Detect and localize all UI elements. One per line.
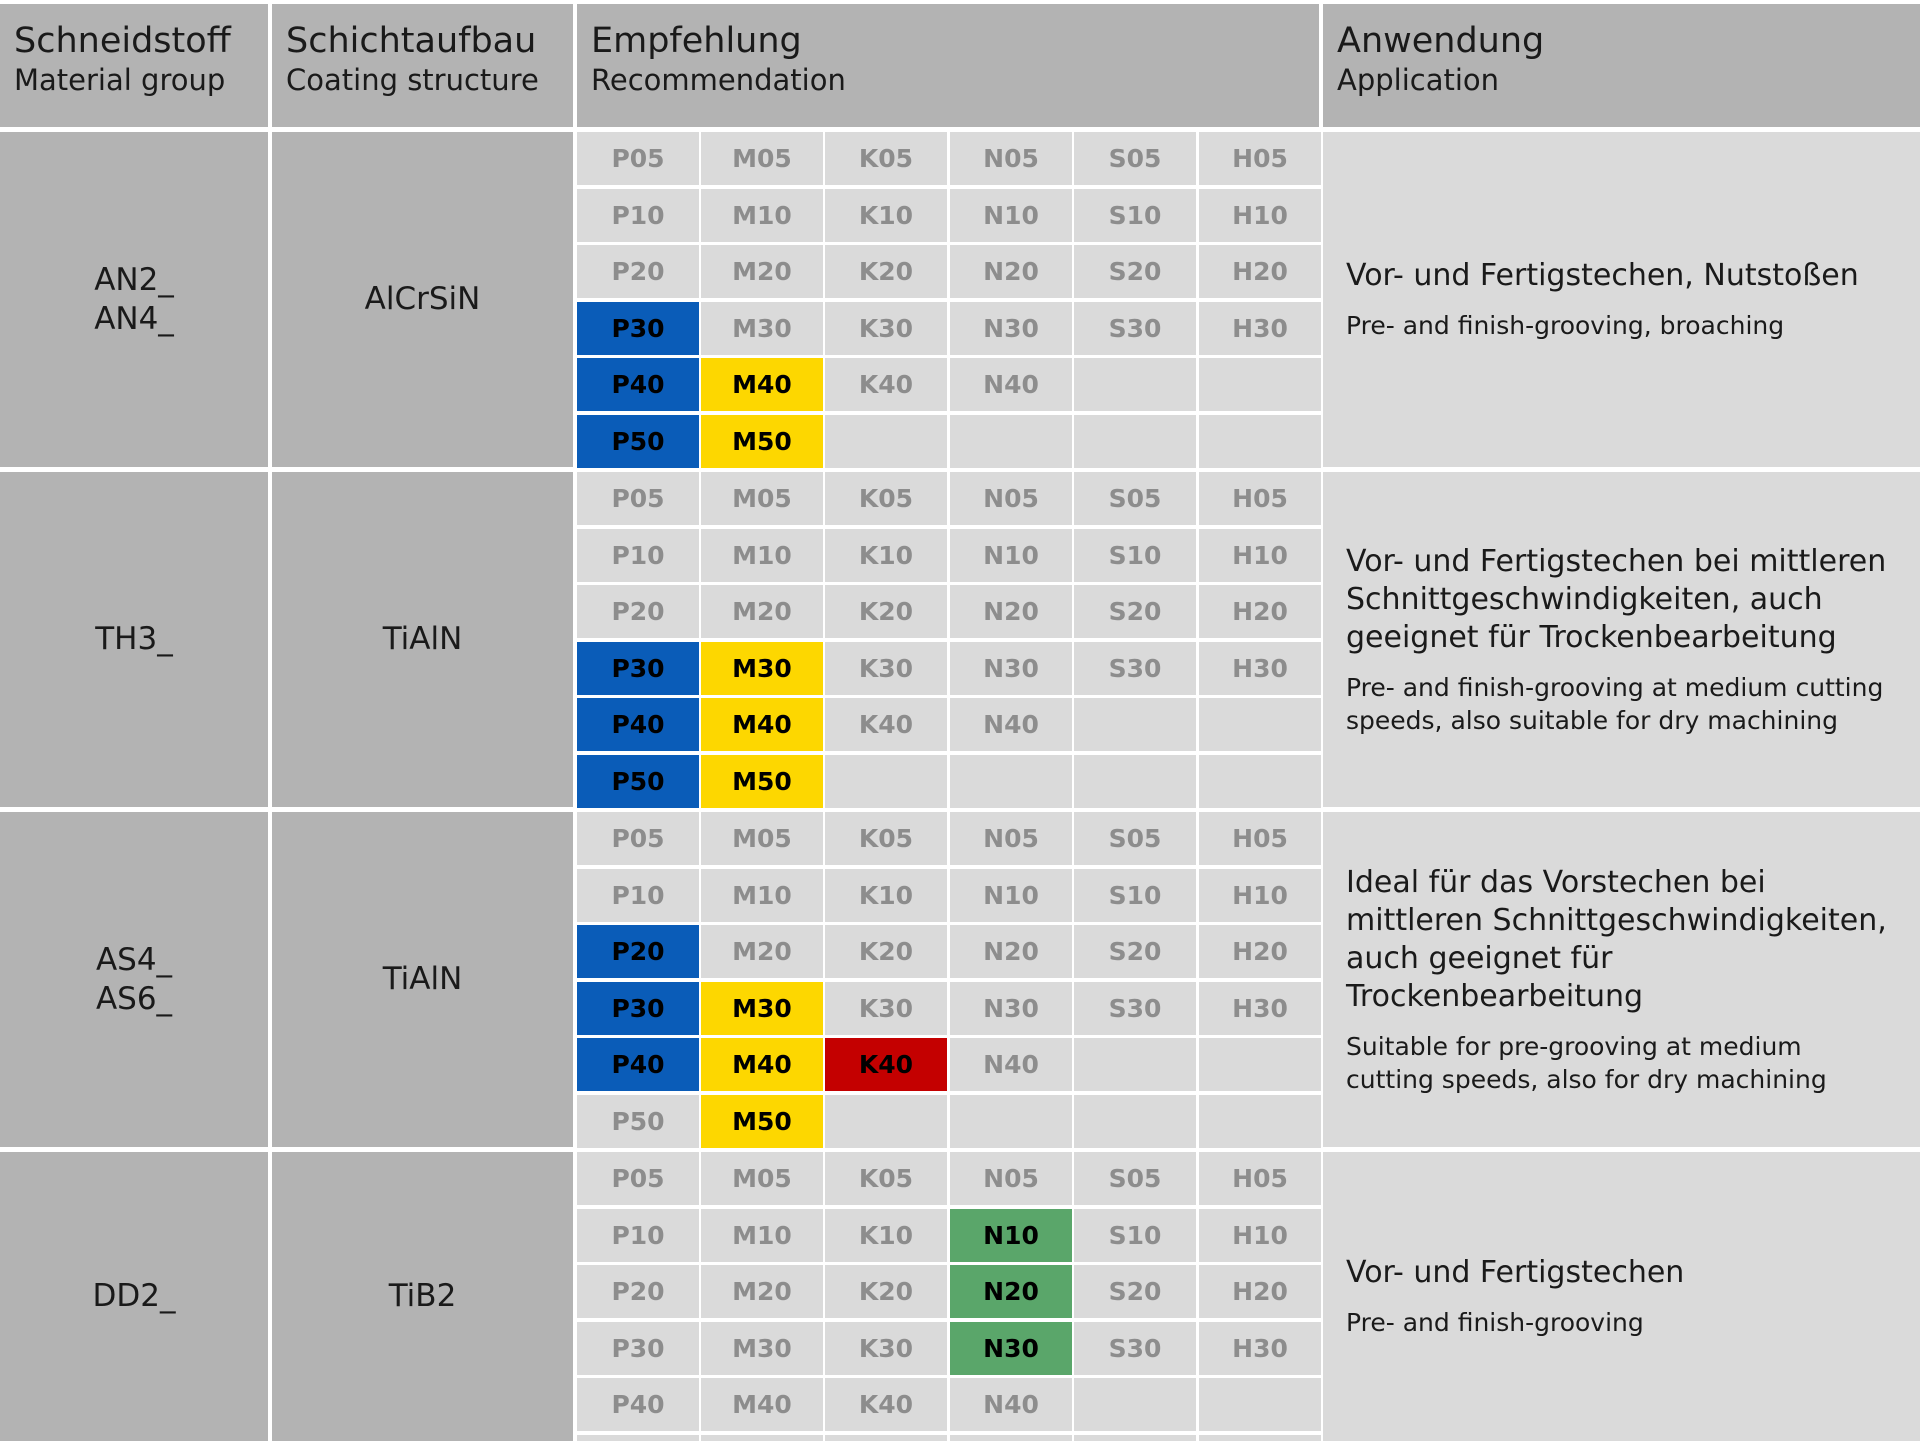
coating-structure-cell [272, 472, 573, 807]
grade-cell: H05 [1199, 472, 1321, 525]
header-recommendation-de: Empfehlung [591, 21, 802, 61]
empty-grade-cell [1199, 1095, 1321, 1148]
grade-cell: K05 [825, 472, 947, 525]
grade-cell: N10 [950, 189, 1072, 242]
grade-cell: P05 [577, 1152, 699, 1205]
coating-structure-cell [272, 1152, 573, 1441]
grade-cell: S20 [1074, 245, 1196, 298]
grade-cell: K30 [825, 642, 947, 695]
grade-cell: P10 [577, 529, 699, 582]
empty-grade-cell [1074, 698, 1196, 751]
grade-cell: K05 [825, 1152, 947, 1205]
grade-cell: M20 [701, 585, 823, 638]
grade-cell: S30 [1074, 982, 1196, 1035]
material-group-names [96, 941, 172, 1019]
grade-cell: N30 [950, 982, 1072, 1035]
material-group-names [95, 620, 172, 659]
empty-grade-cell [577, 1435, 699, 1441]
grade-cell: K05 [825, 132, 947, 185]
header-application [1323, 4, 1920, 127]
grade-cell: N20 [950, 925, 1072, 978]
grade-cell: P40 [577, 1038, 699, 1091]
grade-cell: M30 [701, 1322, 823, 1375]
grade-cell: M30 [701, 302, 823, 355]
empty-grade-cell [1074, 755, 1196, 808]
coating-structure-cell [272, 132, 573, 467]
grade-cell: S05 [1074, 1152, 1196, 1205]
grade-cell: H20 [1199, 245, 1321, 298]
grade-cell: H20 [1199, 585, 1321, 638]
coating-name: TiAlN [382, 961, 463, 997]
grade-cell: H30 [1199, 642, 1321, 695]
application-cell [1323, 132, 1920, 467]
grade-cell: S10 [1074, 1209, 1196, 1262]
grade-cell: S20 [1074, 585, 1196, 638]
grade-cell: K20 [825, 925, 947, 978]
grade-cell: H10 [1199, 869, 1321, 922]
grade-cell: S20 [1074, 925, 1196, 978]
application-text-de: Vor- und Fertigstechen bei mittleren Schnittgeschwindigkeiten, auch geeignet für Trockenbearbeitung [1346, 543, 1887, 655]
application-cell [1323, 1152, 1920, 1441]
grade-cell: M10 [701, 189, 823, 242]
header-material-group [0, 4, 268, 127]
grade-cell: H10 [1199, 189, 1321, 242]
grade-cell: N20 [950, 245, 1072, 298]
grade-cell: N05 [950, 1152, 1072, 1205]
grade-cell: K20 [825, 585, 947, 638]
grade-cell: N30 [950, 642, 1072, 695]
material-group-cell [0, 1152, 268, 1441]
empty-grade-cell [1074, 1095, 1196, 1148]
grade-cell: M50 [701, 415, 823, 468]
grade-cell: N05 [950, 472, 1072, 525]
grade-cell: K20 [825, 245, 947, 298]
application-text-en: Pre- and finish-grooving, broaching [1346, 311, 1785, 340]
application-text-en: Pre- and finish-grooving at medium cutting speeds, also suitable for dry machining [1346, 672, 1884, 735]
grade-cell: M05 [701, 132, 823, 185]
grade-cell: M50 [701, 755, 823, 808]
grade-cell: N40 [950, 1038, 1072, 1091]
header-coating-de: Schichtaufbau [286, 21, 537, 61]
grade-cell: P20 [577, 245, 699, 298]
grade-cell: K10 [825, 869, 947, 922]
grade-cell: M40 [701, 1038, 823, 1091]
material-group-name: TH3_ [95, 621, 173, 657]
header-recommendation-en: Recommendation [591, 63, 846, 97]
grade-cell: K10 [825, 529, 947, 582]
grade-cell: S05 [1074, 812, 1196, 865]
empty-grade-cell [1199, 358, 1321, 411]
grade-cell: P40 [577, 358, 699, 411]
grade-cell: H20 [1199, 925, 1321, 978]
grade-cell: N10 [950, 529, 1072, 582]
empty-grade-cell [1199, 1038, 1321, 1091]
grade-cell: N10 [950, 1209, 1072, 1262]
grade-cell: M40 [701, 1378, 823, 1431]
header-application-en: Application [1337, 63, 1500, 97]
grade-cell: S30 [1074, 1322, 1196, 1375]
grade-cell: P05 [577, 812, 699, 865]
grade-cell: H30 [1199, 982, 1321, 1035]
grade-cell: H30 [1199, 302, 1321, 355]
grade-cell: M40 [701, 698, 823, 751]
grade-cell: M05 [701, 812, 823, 865]
grade-cell: H05 [1199, 1152, 1321, 1205]
empty-grade-cell [1199, 755, 1321, 808]
header-coating-en: Coating structure [286, 63, 539, 97]
grade-cell: N40 [950, 358, 1072, 411]
grade-cell: M10 [701, 1209, 823, 1262]
grade-cell: P40 [577, 1378, 699, 1431]
material-group-name: AS6_ [95, 980, 173, 1017]
material-group-name: AN4_ [94, 300, 174, 337]
empty-grade-cell [1199, 1435, 1321, 1441]
grade-cell: N10 [950, 869, 1072, 922]
empty-grade-cell [825, 755, 947, 808]
grade-cell: M50 [701, 1095, 823, 1148]
empty-grade-cell [825, 415, 947, 468]
header-material-en: Material group [14, 63, 226, 97]
grade-cell: M40 [701, 358, 823, 411]
material-group-names [93, 1277, 176, 1316]
grade-cell: S05 [1074, 472, 1196, 525]
grade-cell: S10 [1074, 189, 1196, 242]
grade-cell: H05 [1199, 132, 1321, 185]
grade-cell: P20 [577, 925, 699, 978]
material-group-name: AS4_ [95, 941, 173, 978]
grade-cell: K40 [825, 1038, 947, 1091]
empty-grade-cell [1199, 698, 1321, 751]
application-text-de: Vor- und Fertigstechen, Nutstoßen [1346, 258, 1859, 293]
grade-cell: K30 [825, 302, 947, 355]
application-text-en: Pre- and finish-grooving [1346, 1308, 1644, 1337]
grade-cell: M10 [701, 869, 823, 922]
grade-cell: M20 [701, 245, 823, 298]
grade-cell: M20 [701, 925, 823, 978]
material-group-cell [0, 132, 268, 467]
material-group-cell [0, 812, 268, 1147]
grade-cell: M30 [701, 642, 823, 695]
grade-cell: K10 [825, 189, 947, 242]
application-text-de: Vor- und Fertigstechen [1346, 1255, 1685, 1290]
grade-cell: M10 [701, 529, 823, 582]
grade-cell: S10 [1074, 529, 1196, 582]
grade-cell: K30 [825, 1322, 947, 1375]
grade-cell: K20 [825, 1265, 947, 1318]
empty-grade-cell [950, 415, 1072, 468]
empty-grade-cell [1199, 415, 1321, 468]
material-group-names [94, 261, 174, 339]
grade-cell: P30 [577, 1322, 699, 1375]
empty-grade-cell [1074, 1038, 1196, 1091]
grade-cell: K40 [825, 358, 947, 411]
grade-cell: H20 [1199, 1265, 1321, 1318]
grade-cell: S10 [1074, 869, 1196, 922]
grade-cell: M30 [701, 982, 823, 1035]
empty-grade-cell [1074, 415, 1196, 468]
grade-cell: P30 [577, 642, 699, 695]
grade-cell: H10 [1199, 1209, 1321, 1262]
coating-structure-cell [272, 812, 573, 1147]
empty-grade-cell [1074, 358, 1196, 411]
empty-grade-cell [825, 1435, 947, 1441]
grade-cell: P30 [577, 302, 699, 355]
empty-grade-cell [950, 1095, 1072, 1148]
grade-cell: P20 [577, 1265, 699, 1318]
material-group-name: AN2_ [94, 261, 174, 298]
header-application-de: Anwendung [1337, 21, 1545, 61]
grade-cell: M05 [701, 1152, 823, 1205]
application-text-en: Suitable for pre-grooving at medium cutting speeds, also for dry machining [1346, 1031, 1827, 1094]
grade-cell: M20 [701, 1265, 823, 1318]
header-recommendation [577, 4, 1319, 127]
grade-cell: P50 [577, 415, 699, 468]
application-cell [1323, 472, 1920, 807]
grade-cell: K40 [825, 1378, 947, 1431]
grade-cell: H05 [1199, 812, 1321, 865]
grade-cell: P10 [577, 189, 699, 242]
grade-cell: K05 [825, 812, 947, 865]
coating-name: AlCrSiN [364, 281, 481, 317]
coating-name: TiAlN [382, 621, 463, 657]
grade-cell: N40 [950, 1378, 1072, 1431]
grade-cell: S30 [1074, 642, 1196, 695]
grade-cell: N05 [950, 132, 1072, 185]
material-group-cell [0, 472, 268, 807]
empty-grade-cell [1199, 1378, 1321, 1431]
grade-cell: K30 [825, 982, 947, 1035]
grade-cell: N05 [950, 812, 1072, 865]
grade-cell: S05 [1074, 132, 1196, 185]
grade-cell: N20 [950, 1265, 1072, 1318]
grade-cell: P30 [577, 982, 699, 1035]
empty-grade-cell [950, 1435, 1072, 1441]
grade-cell: N20 [950, 585, 1072, 638]
grade-cell: N30 [950, 1322, 1072, 1375]
grade-cell: S20 [1074, 1265, 1196, 1318]
grade-cell: P10 [577, 1209, 699, 1262]
grade-cell: P40 [577, 698, 699, 751]
grade-cell: P20 [577, 585, 699, 638]
coating-name: TiB2 [388, 1278, 457, 1314]
grade-cell: M05 [701, 472, 823, 525]
grade-cell: P50 [577, 1095, 699, 1148]
header-coating-structure [272, 4, 573, 127]
application-cell [1323, 812, 1920, 1147]
empty-grade-cell [1074, 1435, 1196, 1441]
header-material-de: Schneidstoff [14, 21, 231, 61]
grade-cell: K40 [825, 698, 947, 751]
grade-cell: H30 [1199, 1322, 1321, 1375]
grade-cell: P05 [577, 132, 699, 185]
grade-cell: K10 [825, 1209, 947, 1262]
application-text-de: Ideal für das Vorstechen bei mittleren Schnittgeschwindigkeiten, auch geeignet für Trockenbearbeitung [1346, 864, 1887, 1014]
grade-cell: N30 [950, 302, 1072, 355]
empty-grade-cell [825, 1095, 947, 1148]
grade-cell: N40 [950, 698, 1072, 751]
grade-cell: S30 [1074, 302, 1196, 355]
grade-cell: P10 [577, 869, 699, 922]
empty-grade-cell [701, 1435, 823, 1441]
grade-cell: P50 [577, 755, 699, 808]
empty-grade-cell [950, 755, 1072, 808]
material-group-name: DD2_ [92, 1278, 176, 1314]
grade-cell: P05 [577, 472, 699, 525]
grade-cell: H10 [1199, 529, 1321, 582]
empty-grade-cell [1074, 1378, 1196, 1431]
